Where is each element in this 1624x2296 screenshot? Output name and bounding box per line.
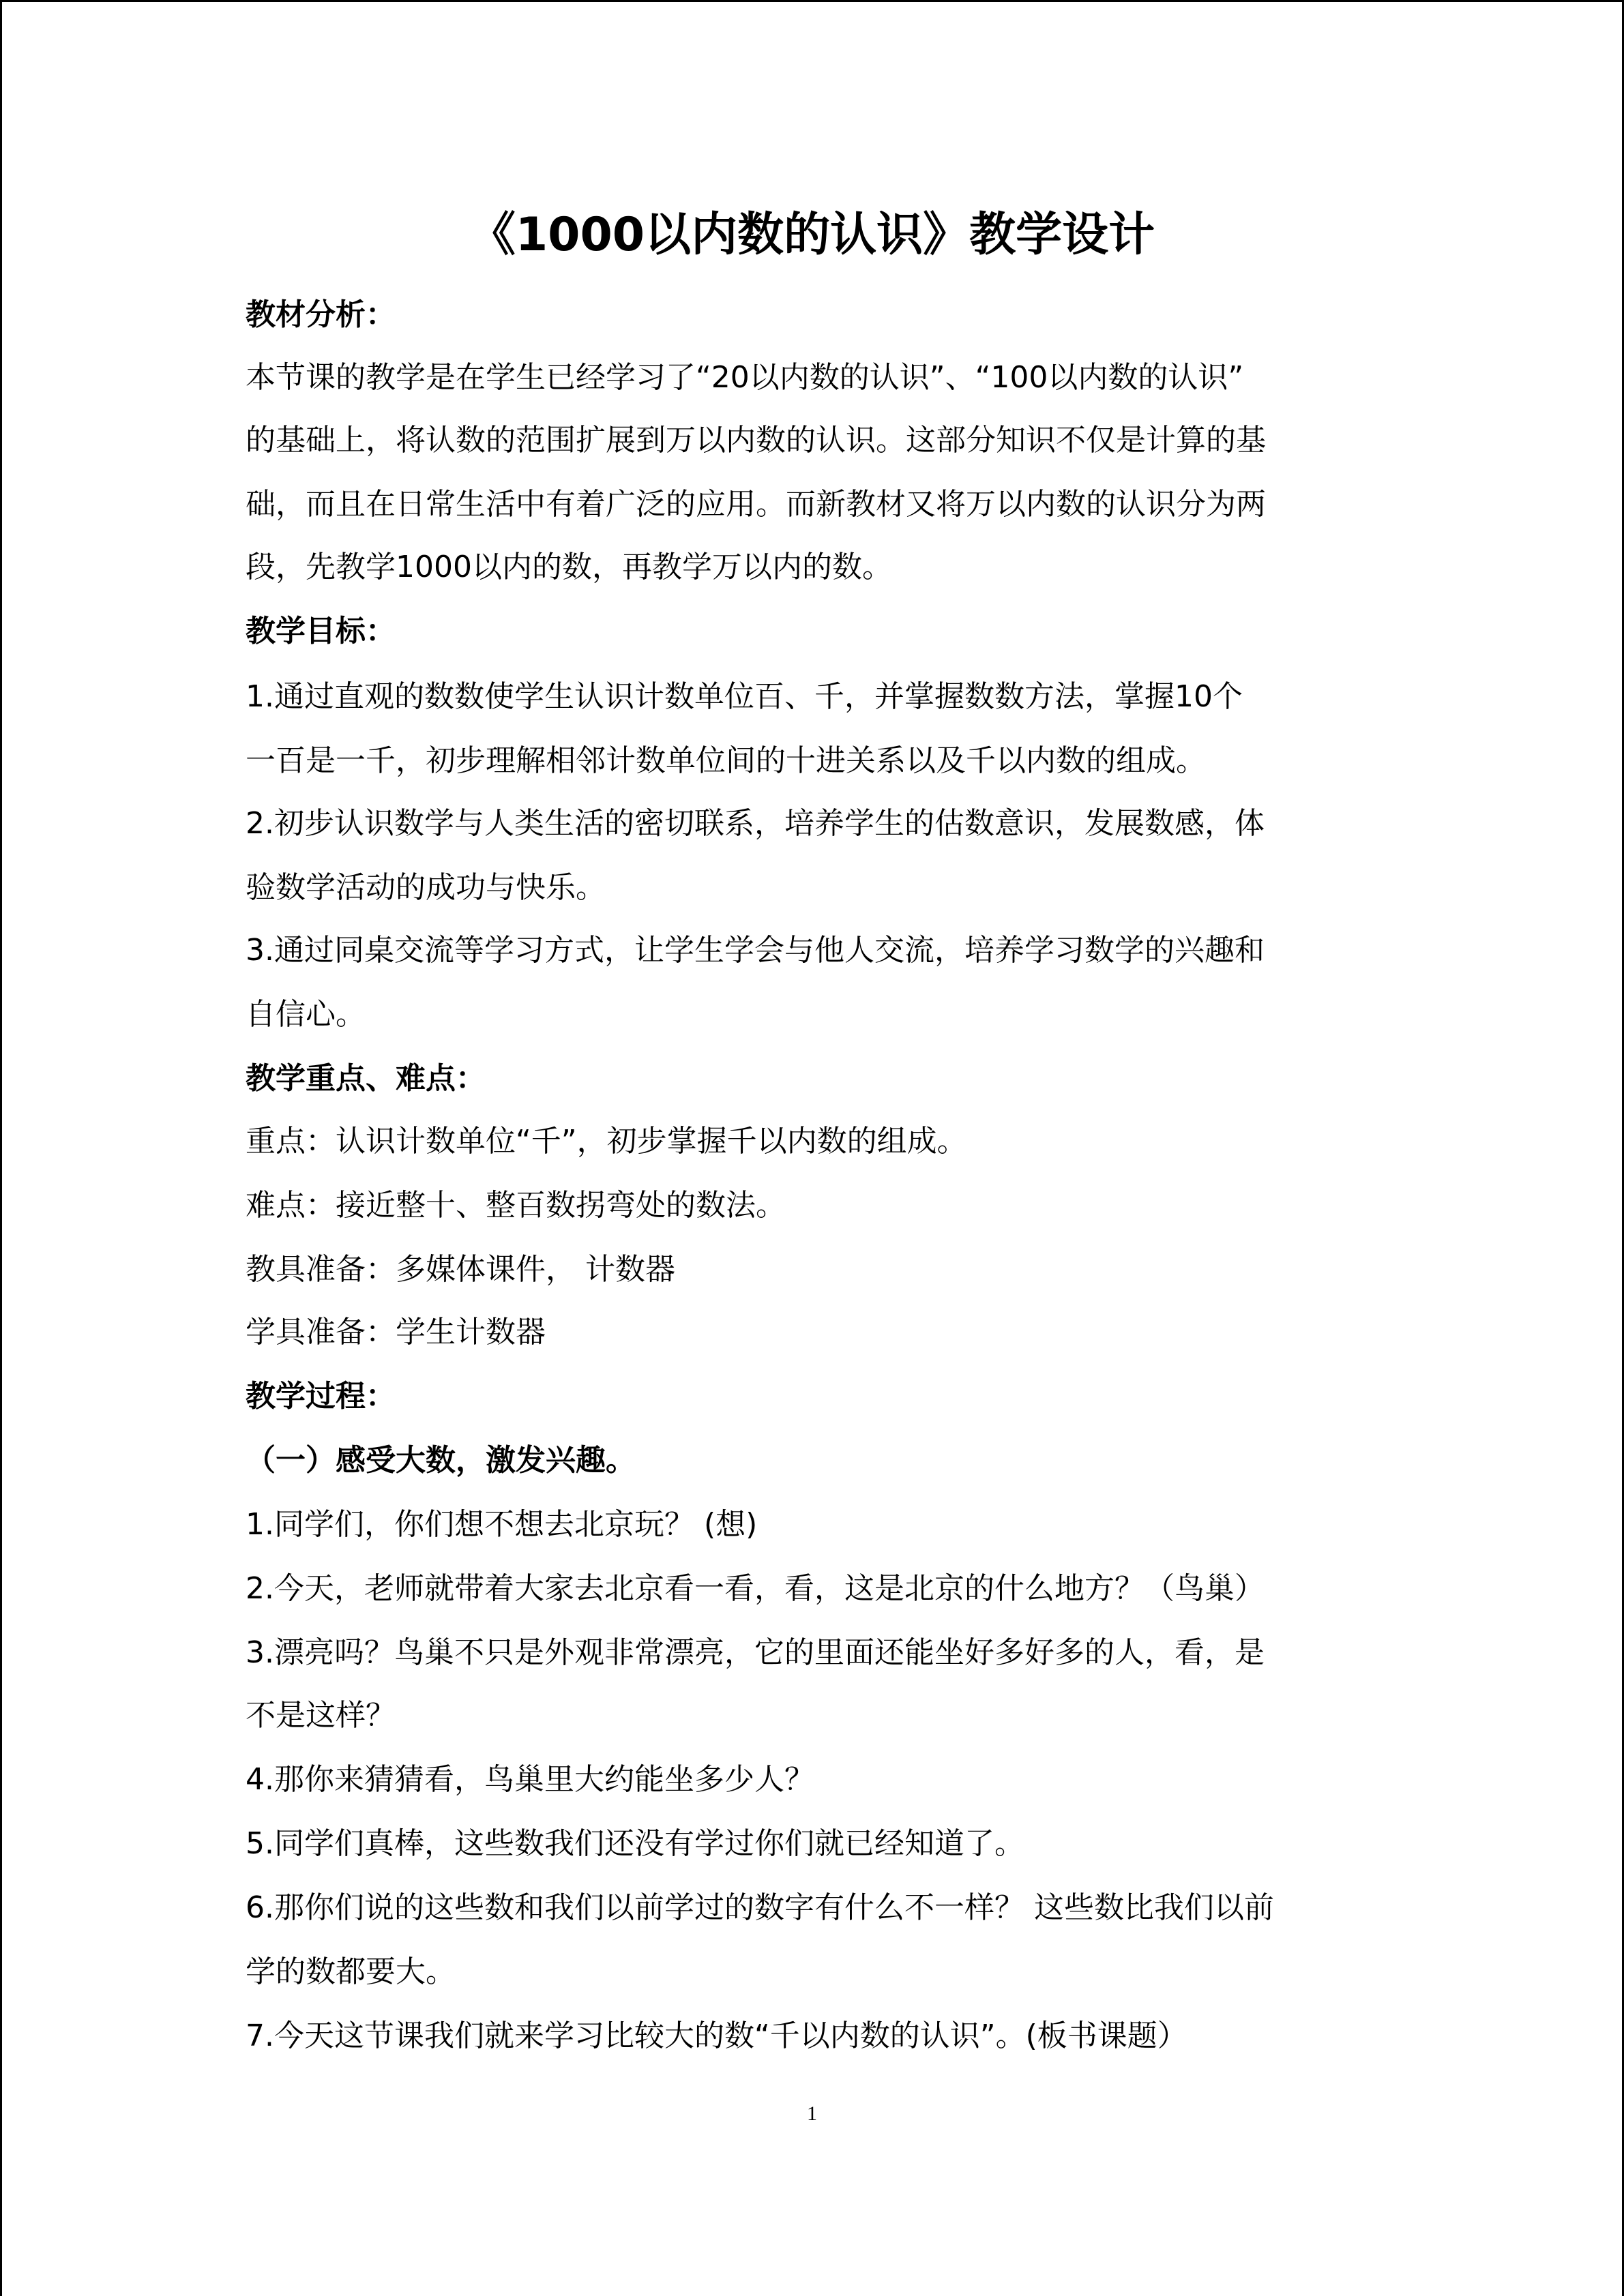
section-heading-objectives: 教学目标： bbox=[246, 614, 396, 648]
section-heading-process: 教学过程： bbox=[246, 1379, 396, 1414]
paragraph-line: 5.同学们真棒，这些数我们还没有学过你们就已经知道了。 bbox=[246, 1826, 1024, 1861]
paragraph-line: 学的数都要大。 bbox=[246, 1954, 456, 1989]
page-title: 《1000以内数的认识》教学设计 bbox=[469, 208, 1155, 262]
paragraph-line: 不是这样？ bbox=[246, 1698, 396, 1733]
paragraph-line: 2.初步认识数学与人类生活的密切联系，培养学生的估数意识，发展数感，体 bbox=[246, 806, 1265, 841]
paragraph-line: 1.同学们，你们想不想去北京玩？ (想) bbox=[246, 1507, 758, 1542]
paragraph-line: 7.今天这节课我们就来学习比较大的数“千以内数的认识”。(板书课题） bbox=[246, 2018, 1187, 2053]
paragraph-line: 一百是一千，初步理解相邻计数单位间的十进关系以及千以内数的组成。 bbox=[246, 743, 1206, 778]
section-heading-key-points: 教学重点、难点： bbox=[246, 1061, 486, 1096]
paragraph-line: 本节课的教学是在学生已经学习了“20以内数的认识”、“100以内数的认识” bbox=[246, 360, 1244, 395]
paragraph-line: 础，而且在日常生活中有着广泛的应用。而新教材又将万以内数的认识分为两 bbox=[246, 487, 1266, 522]
paragraph-line: 4.那你来猜猜看，鸟巢里大约能坐多少人？ bbox=[246, 1762, 814, 1797]
paragraph-line: 难点：接近整十、整百数拐弯处的数法。 bbox=[246, 1188, 786, 1223]
paragraph-line: 的基础上，将认数的范围扩展到万以内数的认识。这部分知识不仅是计算的基 bbox=[246, 423, 1266, 458]
paragraph-line: 验数学活动的成功与快乐。 bbox=[246, 870, 606, 905]
page-number: 1 bbox=[807, 2102, 817, 2125]
paragraph-line: 3.漂亮吗？鸟巢不只是外观非常漂亮，它的里面还能坐好多好多的人，看，是 bbox=[246, 1635, 1265, 1670]
paragraph-line: 教具准备：多媒体课件， 计数器 bbox=[246, 1252, 675, 1287]
paragraph-line: 自信心。 bbox=[246, 997, 366, 1032]
paragraph-line: 学具准备：学生计数器 bbox=[246, 1315, 546, 1350]
paragraph-line: 1.通过直观的数数使学生认识计数单位百、千，并掌握数数方法，掌握10个 bbox=[246, 679, 1243, 714]
paragraph-line: 段，先教学1000以内的数，再教学万以内的数。 bbox=[246, 550, 892, 584]
paragraph-line: 6.那你们说的这些数和我们以前学过的数字有什么不一样？ 这些数比我们以前 bbox=[246, 1890, 1274, 1925]
paragraph-line: 3.通过同桌交流等学习方式，让学生学会与他人交流，培养学习数学的兴趣和 bbox=[246, 933, 1265, 968]
section-heading-material-analysis: 教材分析： bbox=[246, 297, 396, 332]
subsection-heading: （一）感受大数，激发兴趣。 bbox=[246, 1443, 636, 1478]
paragraph-line: 重点：认识计数单位“千”，初步掌握千以内数的组成。 bbox=[246, 1124, 967, 1159]
paragraph-line: 2.今天，老师就带着大家去北京看一看，看，这是北京的什么地方？（鸟巢） bbox=[246, 1571, 1265, 1606]
